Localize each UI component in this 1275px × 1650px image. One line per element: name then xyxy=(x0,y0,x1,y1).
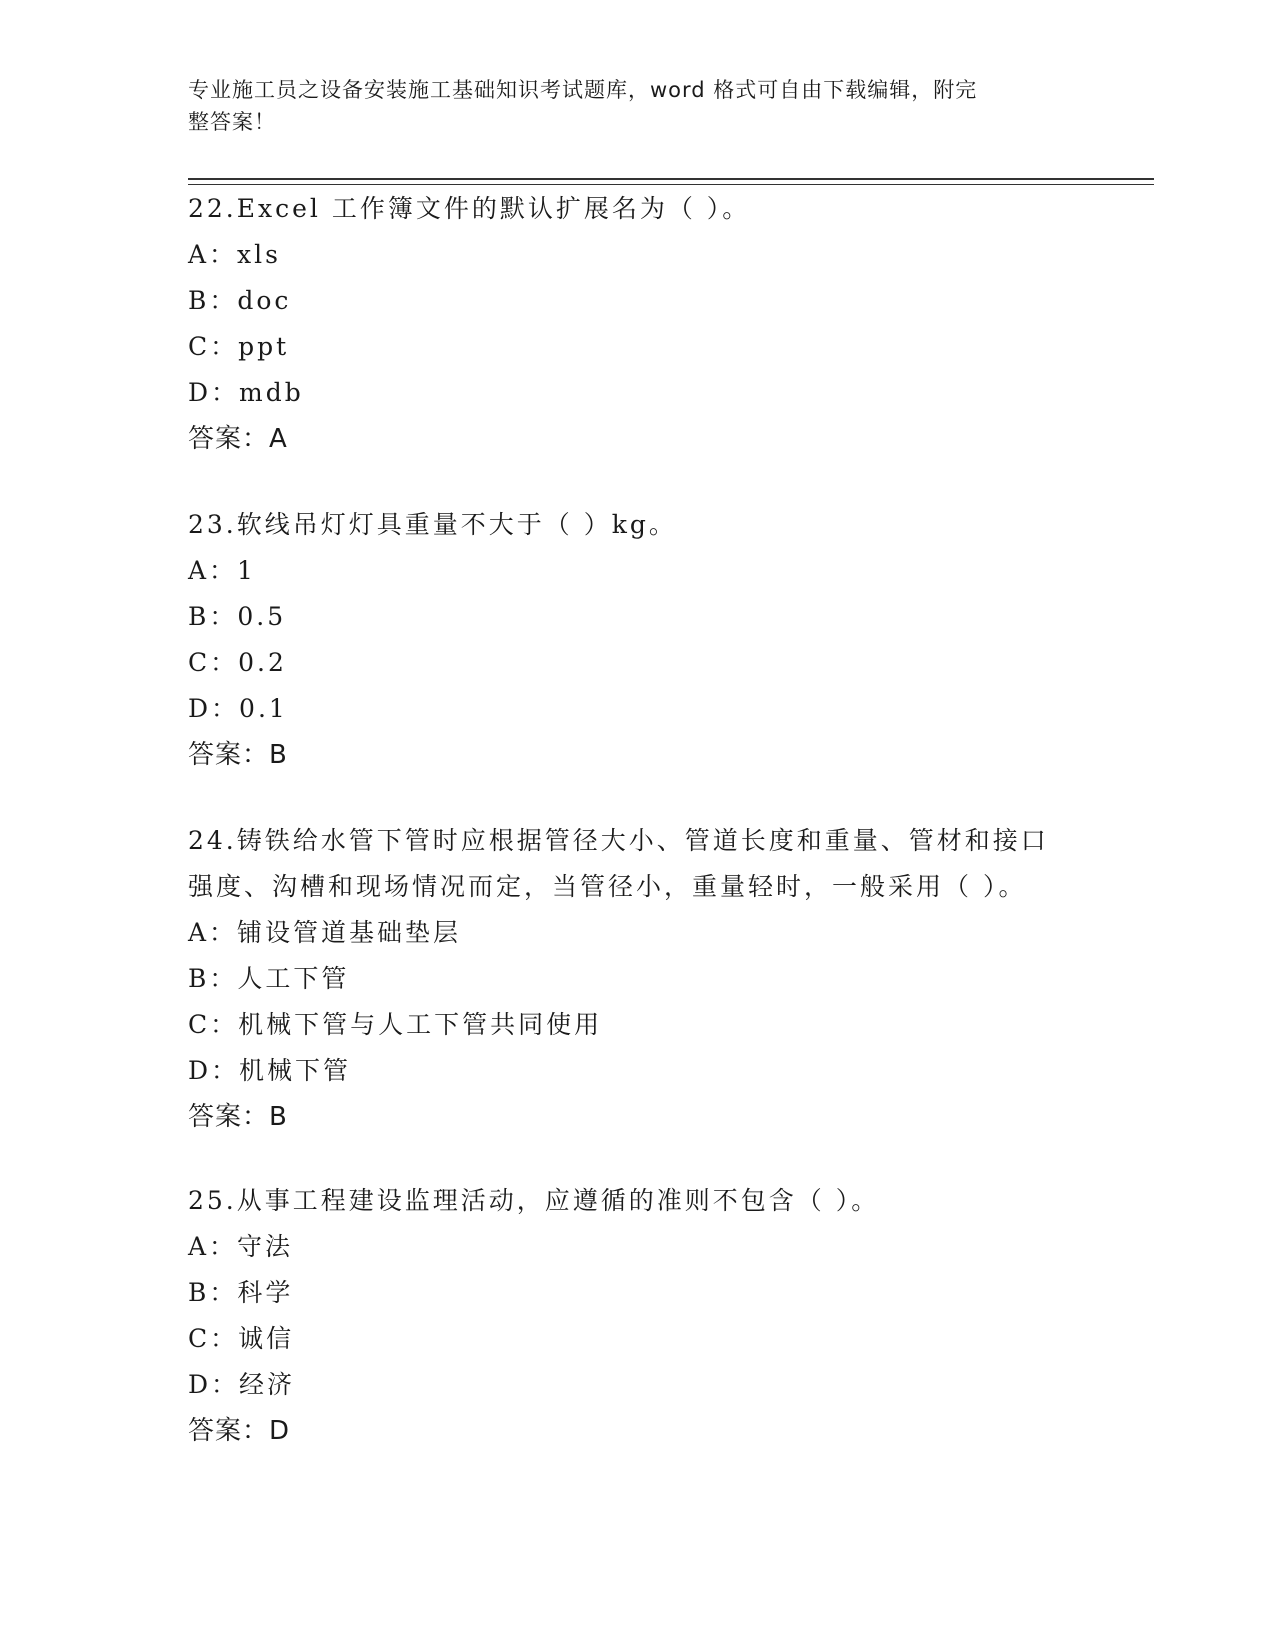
option-d: D：0.1 xyxy=(188,694,288,723)
header-divider-thin xyxy=(188,184,1154,185)
option-c: C：机械下管与人工下管共同使用 xyxy=(188,1010,603,1039)
option-b: B：doc xyxy=(188,286,292,315)
question-stem: 22.Excel 工作簿文件的默认扩展名为（ ）。 xyxy=(188,194,751,223)
option-c: C：0.2 xyxy=(188,648,287,677)
document-header xyxy=(188,74,1088,138)
question-stem: 25.从事工程建设监理活动，应遵循的准则不包含（ ）。 xyxy=(188,1186,880,1215)
header-line-2: 整答案！ xyxy=(188,110,276,134)
answer: 答案：A xyxy=(188,424,288,454)
question-stem-line-1: 24.铸铁给水管下管时应根据管径大小、管道长度和重量、管材和接口 xyxy=(188,826,1049,855)
question-22 xyxy=(188,186,1088,462)
option-a: A：守法 xyxy=(188,1232,294,1261)
option-a: A：1 xyxy=(188,556,256,585)
question-25 xyxy=(188,1178,1088,1454)
option-b: B：科学 xyxy=(188,1278,294,1307)
option-d: D：经济 xyxy=(188,1370,296,1399)
option-b: B：0.5 xyxy=(188,602,287,631)
answer: 答案：B xyxy=(188,740,288,770)
option-a: A：铺设管道基础垫层 xyxy=(188,918,462,947)
question-23 xyxy=(188,502,1088,778)
option-b: B：人工下管 xyxy=(188,964,350,993)
answer: 答案：D xyxy=(188,1416,291,1446)
answer: 答案：B xyxy=(188,1102,288,1132)
question-stem-line-2: 强度、沟槽和现场情况而定，当管径小，重量轻时，一般采用（ ）。 xyxy=(188,872,1027,901)
question-24 xyxy=(188,818,1088,1140)
question-stem: 23.软线吊灯灯具重量不大于（ ）kg。 xyxy=(188,510,677,539)
option-a: A：xls xyxy=(188,240,281,269)
option-d: D：mdb xyxy=(188,378,304,407)
option-d: D：机械下管 xyxy=(188,1056,352,1085)
header-divider-thick xyxy=(188,178,1154,180)
header-line-1: 专业施工员之设备安装施工基础知识考试题库，word 格式可自由下载编辑，附完 xyxy=(188,78,978,102)
option-c: C：ppt xyxy=(188,332,290,361)
option-c: C：诚信 xyxy=(188,1324,295,1353)
